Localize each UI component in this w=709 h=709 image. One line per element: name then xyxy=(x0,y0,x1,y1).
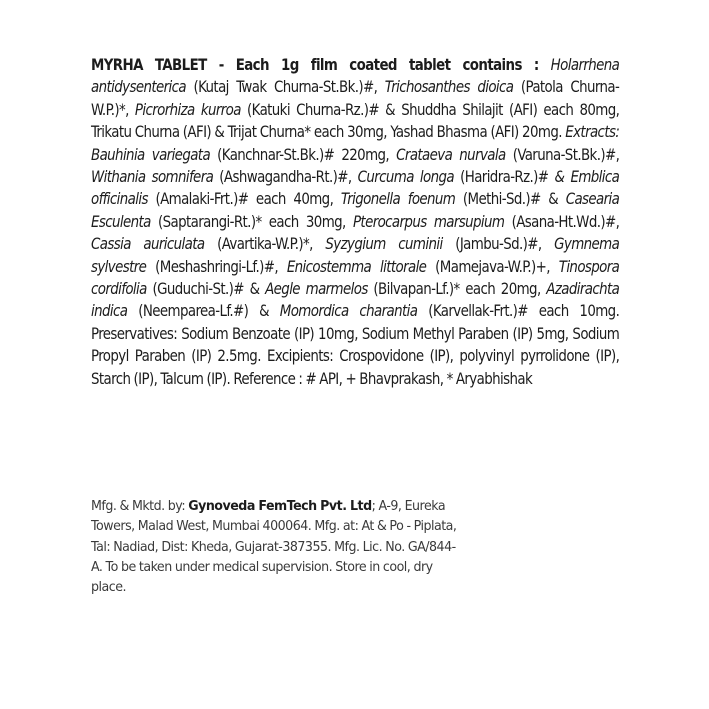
ingredient-text: (Asana-Ht.Wd.)#, xyxy=(504,211,620,231)
botanical-name: Extracts: Bauhinia variegata xyxy=(91,122,620,164)
ingredient-text: (Guduchi-St.)# & xyxy=(146,279,266,299)
ingredient-text: (Varuna-St.Bk.)#, xyxy=(505,144,620,164)
botanical-name: Gymnema sylvestre xyxy=(91,234,620,276)
botanical-name: Curcuma longa xyxy=(357,167,455,187)
ingredients-list xyxy=(91,55,619,388)
ingredient-text: (Neemparea-Lf.#) & xyxy=(127,301,280,321)
ingredient-text: (Katuki Churna-Rz.)# & Shuddha Shilajit (AFI) each 80mg, Trikatu Churna (AFI) & Trijat Churna* each 30mg, Yashad Bhasma (AFI) 20mg. xyxy=(91,99,620,142)
ingredient-text: (Haridra-Rz.)# xyxy=(454,167,555,187)
botanical-name: Aegle marmelos xyxy=(265,279,368,299)
botanical-name: Crataeva nurvala xyxy=(396,144,506,164)
ingredient-text: (Amalaki-Frt.)# each 40mg, xyxy=(147,189,341,209)
botanical-name: Syzygium cuminii xyxy=(325,234,443,254)
botanical-name: Pterocarpus marsupium xyxy=(352,211,505,231)
mfg-details: ; A-9, Eureka Towers, Malad West, Mumbai 400064. Mfg. at: At & Po - Piplata, Tal: Nadiad, Dist: Kheda, Gujarat-387355. Mfg. Lic. No. GA/844-A. To be taken under medical supervision. Store in cool, dry place. xyxy=(91,498,457,596)
company-name: Gynoveda FemTech Pvt. Ltd xyxy=(188,498,372,514)
botanical-name: Holarrhena antidysenterica xyxy=(91,55,620,97)
manufacturer-info xyxy=(91,496,459,597)
ingredient-text: (Saptarangi-Rt.)* each 30mg, xyxy=(150,211,353,231)
product-heading: MYRHA TABLET - Each 1g film coated tablet contains : xyxy=(91,55,551,74)
ingredient-text: (Karvellak-Frt.)# each 10mg. Preservatives: Sodium Benzoate (IP) 10mg, Sodium Methyl Paraben (IP) 5mg, Sodium Propyl Paraben (IP) 2.5mg. Excipients: Crospovidone (IP), polyvinyl pyrrolidone (IP), Starch (IP), Talcum (IP). Reference : # API, + Bhavprakash, * Aryabhishak xyxy=(91,301,620,388)
botanical-name: Picrorhiza kurroa xyxy=(134,99,241,119)
botanical-name: Casearia Esculenta xyxy=(91,189,620,231)
botanical-name: Trichosanthes dioica xyxy=(384,77,514,97)
botanical-name: & Emblica officinalis xyxy=(91,167,620,209)
ingredient-text: (Bilvapan-Lf.)* each 20mg, xyxy=(367,279,547,299)
botanical-name: Withania somnifera xyxy=(91,167,214,187)
botanical-name: Momordica charantia xyxy=(279,301,418,321)
ingredient-text: (Kutaj Twak Churna-St.Bk.)#, xyxy=(185,77,385,97)
botanical-name: Azadirachta indica xyxy=(91,279,620,321)
botanical-name: Tinospora cordifolia xyxy=(91,256,620,299)
ingredient-text: (Ashwagandha-Rt.)#, xyxy=(213,167,358,187)
ingredient-text: (Jambu-Sd.)#, xyxy=(442,234,555,254)
composition-paragraph xyxy=(91,54,619,390)
botanical-name: Enicostemma littorale xyxy=(286,256,427,276)
ingredient-text: (Kanchnar-St.Bk.)# 220mg, xyxy=(210,144,397,164)
ingredient-text: (Meshashringi-Lf.)#, xyxy=(146,256,287,276)
ingredient-text: (Methi-Sd.)# & xyxy=(455,189,566,209)
ingredient-text: (Mamejava-W.P.)+, xyxy=(426,256,559,276)
botanical-name: Trigonella foenum xyxy=(340,189,456,209)
mfg-prefix: Mfg. & Mktd. by: xyxy=(91,498,189,514)
ingredient-text: (Avartika-W.P.)*, xyxy=(204,234,326,254)
botanical-name: Cassia auriculata xyxy=(91,234,205,254)
ingredient-text: (Patola Churna-W.P.)*, xyxy=(91,77,620,119)
